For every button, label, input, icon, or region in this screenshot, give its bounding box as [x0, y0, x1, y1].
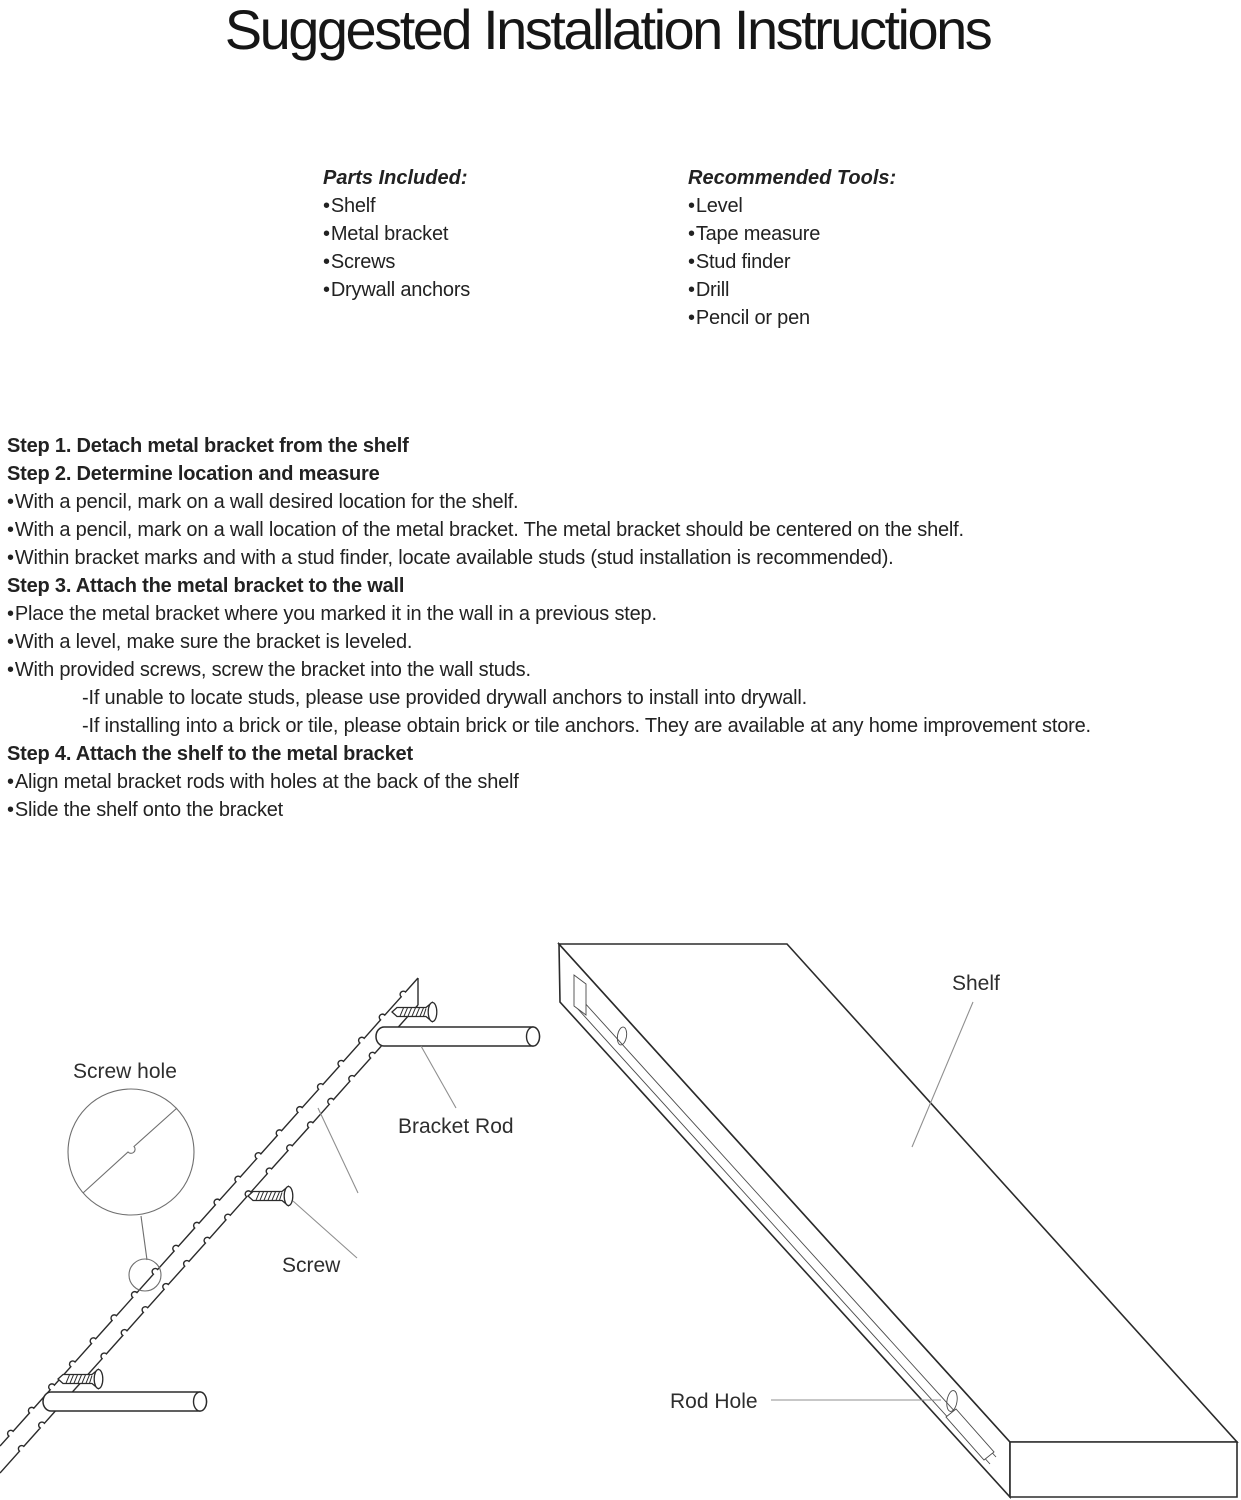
step-bullet-text: With provided screws, screw the bracket into the wall studs. — [14, 659, 531, 681]
bullet-glyph: • — [7, 547, 14, 569]
bullet-glyph: • — [323, 251, 330, 273]
step-2-heading: Step 2. Determine location and measure — [7, 463, 380, 485]
bullet-glyph: • — [7, 799, 14, 821]
shelf-label: Shelf — [952, 972, 1000, 995]
detail-circle-small — [129, 1259, 161, 1291]
step-bullet-text: Slide the shelf onto the bracket — [14, 799, 284, 821]
tool-item-label: Stud finder — [695, 251, 791, 273]
step-subnote: -If unable to locate studs, please use provided drywall anchors to install into drywall. — [82, 687, 808, 709]
shelf-drawing — [559, 944, 1237, 1497]
bracket-rod-bottom — [43, 1392, 207, 1411]
bracket-rod-top — [376, 1027, 540, 1046]
step-bullet-text: With a pencil, mark on a wall desired location for the shelf. — [14, 491, 519, 513]
bullet-glyph: • — [7, 519, 14, 541]
step-subnote: -If installing into a brick or tile, please obtain brick or tile anchors. They are available at any home improvement store. — [82, 715, 1091, 737]
tool-item-label: Tape measure — [695, 223, 821, 245]
screw-label: Screw — [282, 1254, 341, 1277]
bullet-glyph: • — [688, 307, 695, 329]
tool-item-label: Level — [695, 195, 743, 217]
part-item-label: Drywall anchors — [330, 279, 471, 301]
detail-connector-line — [141, 1216, 147, 1260]
bullet-glyph: • — [688, 279, 695, 301]
screw-middle — [248, 1187, 293, 1206]
step-3-heading: Step 3. Attach the metal bracket to the wall — [7, 575, 405, 597]
bullet-glyph: • — [323, 195, 330, 217]
bullet-glyph: • — [323, 223, 330, 245]
shelf-end-face — [1010, 1442, 1237, 1497]
step-4-heading: Step 4. Attach the shelf to the metal bracket — [7, 743, 413, 765]
part-item-label: Screws — [330, 251, 396, 273]
rod-hole-label: Rod Hole — [670, 1390, 758, 1413]
step-bullet-text: Within bracket marks and with a stud finder, locate available studs (stud installation is recommended). — [14, 547, 894, 569]
part-item-label: Shelf — [330, 195, 376, 217]
bracket-rod-label: Bracket Rod — [398, 1115, 514, 1138]
bullet-glyph: • — [688, 223, 695, 245]
step-bullet-text: With a level, make sure the bracket is leveled. — [14, 631, 413, 653]
tool-item-label: Drill — [695, 279, 730, 301]
bullet-glyph: • — [688, 251, 695, 273]
bullet-glyph: • — [323, 279, 330, 301]
screw-top — [392, 1003, 437, 1022]
bullet-glyph: • — [7, 659, 14, 681]
tool-item-label: Pencil or pen — [695, 307, 810, 329]
bracket-rod-leader-line — [421, 1046, 456, 1108]
parts-heading: Parts Included: — [323, 167, 468, 189]
part-item-label: Metal bracket — [330, 223, 449, 245]
bullet-glyph: • — [7, 491, 14, 513]
page-title: Suggested Installation Instructions — [224, 0, 991, 61]
step-bullet-text: Align metal bracket rods with holes at the back of the shelf — [14, 771, 519, 793]
bullet-glyph: • — [688, 195, 695, 217]
bracket-pointer-line — [318, 1108, 358, 1193]
tools-heading: Recommended Tools: — [688, 167, 897, 189]
step-bullet-text: With a pencil, mark on a wall location of the metal bracket. The metal bracket should be centered on the shelf. — [14, 519, 964, 541]
screw-bottom — [58, 1370, 103, 1389]
step-1-heading: Step 1. Detach metal bracket from the shelf — [7, 435, 409, 457]
detail-circle-large — [68, 1089, 194, 1215]
bullet-glyph: • — [7, 771, 14, 793]
step-bullet-text: Place the metal bracket where you marked it in the wall in a previous step. — [14, 603, 657, 625]
bullet-glyph: • — [7, 603, 14, 625]
screw-hole-label: Screw hole — [73, 1060, 177, 1083]
screw-leader-line — [293, 1201, 357, 1258]
bullet-glyph: • — [7, 631, 14, 653]
screw-hole-detail — [68, 1089, 194, 1291]
